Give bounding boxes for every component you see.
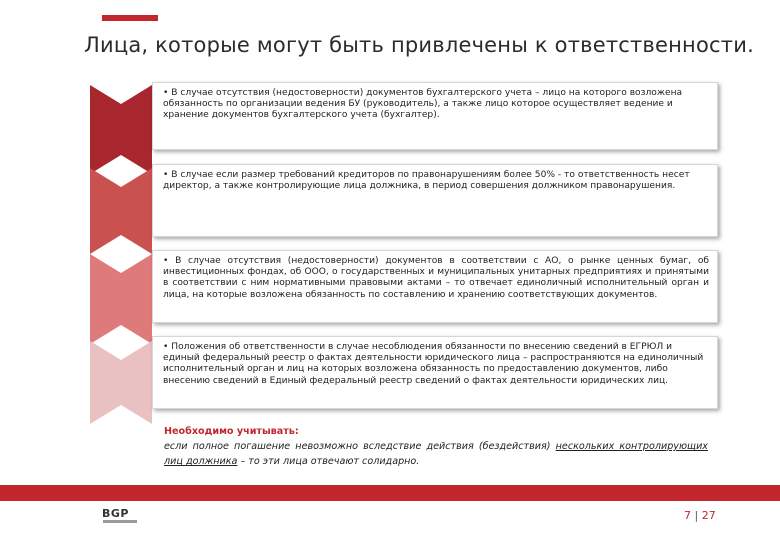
note-block [164,424,708,469]
item-box-4 [152,336,718,409]
page-separator: | [694,509,699,522]
item-text-3: • В случае отсутствия (недостоверности) документов в соответствии с АО, о рынке ценных бумаг, об инвестиционных фондах, об ООО, о государственных и муниципальных унитарных предприятиях и принятыми в соответствии с ним нормативными правовыми актами – то отвечает единоличный исполнительный орган и лица, на которые возложена обязанность по составлению и хранению соответствующих документов. [163,256,709,300]
top-accent-bar [102,15,158,21]
chevron-1 [90,85,152,174]
page-title: Лица, которые могут быть привлечены к ответственности. [84,33,754,57]
item-text-1: • В случае отсутствия (недостоверности) документов бухгалтерского учета – лицо на которого возложена обязанность по организации ведения БУ (руководитель), а также лицо которое осуществляет ведение и хранение документов бухгалтерского учета (бухгалтер). [163,88,683,121]
bottom-band [0,485,780,501]
note-title: Необходимо учитывать: [164,426,299,437]
logo-underline [103,520,137,523]
item-text-4: • Положения об ответственности в случае несоблюдения обязанности по внесению сведений в ЕГРЮЛ и единый федеральный реестр о фактах деятельности юридического лица – распространяются на единоличный исполнительный орган и лиц на которых возложена обязанность по предоставлению документов, либо внесению сведений в Единый федеральный реестр сведений о фактах деятельности юридических лиц. [163,342,704,386]
page-number [684,509,716,522]
chevron-4 [90,341,152,424]
item-box-3 [152,250,718,323]
note-body [164,439,708,469]
item-text-2: • В случае если размер требований кредиторов по правонарушениям более 50% - то ответственность несет директор, а также контролирующие лица должника, в период совершения должником правонарушения. [163,170,690,192]
company-logo: BGP [102,507,129,520]
note-text-underlined: нескольких контролирующих лиц должника [164,441,708,467]
note-text-part1: если полное погашение невозможно вследствие действия (бездействия) [164,441,556,452]
total-pages: 27 [701,509,716,522]
item-box-1 [152,82,718,150]
note-text-part2: – то эти лица отвечают солидарно. [237,456,420,467]
current-page: 7 [684,509,691,522]
chevron-2 [90,168,152,254]
chevron-3 [90,254,152,344]
item-box-2 [152,164,718,237]
